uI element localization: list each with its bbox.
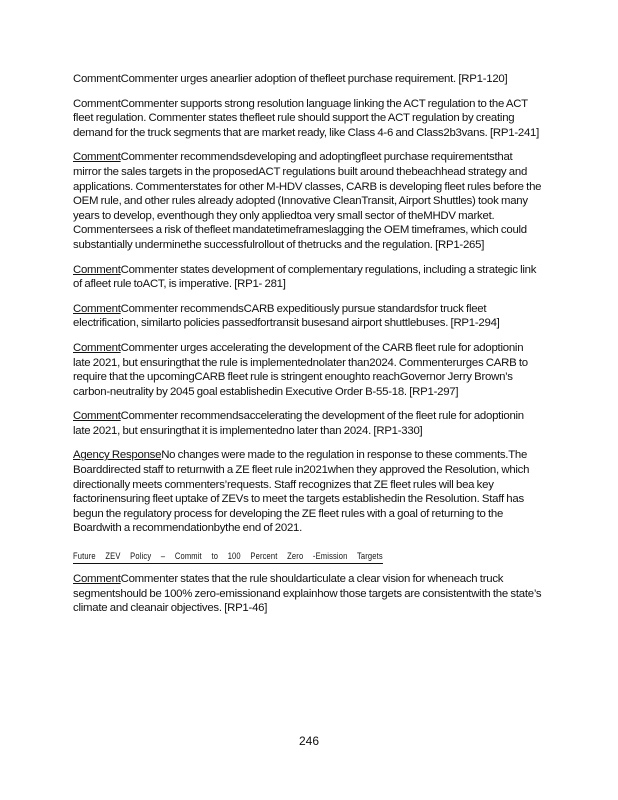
comment-text: Commenter supports strong resolution language linking the ACT regulation to the ACT fleet regulation. Commenter states thefleet rule should support the ACT regulation by creating demand for the truck segments that are market ready, like Class 4-6 and Class2b3vans. [RP1-241] — [73, 97, 540, 139]
agency-response-label: Agency Response — [73, 449, 162, 462]
comment-text: Commenter recommendsaccelerating the development of the fleet rule for adoptionin late 2021, but ensuringthat it is implementedno later than 2024. [RP1-330] — [73, 410, 524, 437]
comment-paragraph — [73, 72, 543, 87]
comment-text: Commenter urges accelerating the development of the CARB fleet rule for adoptionin late 2021, but ensuringthat the rule is implementednolater than2024. Commenterurges CARB to require that the upcomingCARB fleet rule is stringent enoughto reachGovernor Jerry Brown’s carbon-neutrality by 2045 goal establishedin Executive Order B-55-18. [RP1-297] — [73, 341, 528, 398]
comment-text: Commenter recommendsdeveloping and adoptingfleet purchase requirementsthat mirror the sales targets in the proposedACT regulations built around thebeachhead strategy and applications. Commenterstates for other M-HDV classes, CARB is developing fleet rules before the OEM rule, and other rules already adopted (Innovative CleanTransit, Airport Shuttles) took many years to develop, eventhough they only appliedtoa very small sector of theMHDV market. Commentersees a risk of thefleet mandatetimeframeslagging the OEM timeframes, which could substantially underminethe successfulrollout of thetrucks and the regulation. [RP1-265] — [73, 151, 542, 251]
comment-paragraph — [73, 341, 543, 399]
section-heading: Future ZEV Policy – Commit to 100 Percent Zero -Emission Targets — [73, 550, 383, 564]
comment-paragraph — [73, 97, 543, 141]
comment-paragraph — [73, 302, 543, 331]
comment-label: Comment — [73, 151, 121, 164]
comment-text: Commenter states that the rule shouldarticulate a clear vision for wheneach truck segmentshould be 100% zero-emissionand explainhow those targets are consistentwith the state’s climate and cleanair objectives. [RP1-46] — [73, 573, 542, 615]
agency-response-text: No changes were made to the regulation in response to these comments.The Boarddirected staff to returnwith a ZE fleet rule in2021when they approved the Resolution, which directionally meets commenters’requests. Staff recognizes that ZE fleet rules will bea key factorinensuring fleet uptake of ZEVs to meet the targets establishedin the Resolution. Staff has begun the regulatory process for developing the ZE fleet rules with a goal of returning to the Boardwith a recommendationbythe end of 2021. — [73, 449, 530, 535]
page-number: 246 — [298, 734, 320, 748]
comment-label: Comment — [73, 263, 121, 276]
comment-label: Comment — [73, 302, 121, 315]
comment-text: Commenter states development of complementary regulations, including a strategic link of afleet rule toACT, is imperative. [RP1- 281] — [73, 263, 537, 291]
agency-response-paragraph — [73, 448, 543, 536]
comment-paragraph — [73, 150, 543, 252]
comment-text: Commenter urges anearlier adoption of thefleet purchase requirement. [RP1-120] — [120, 73, 508, 85]
comment-label: Comment — [73, 341, 121, 354]
comment-paragraph — [73, 572, 543, 616]
page-body — [73, 72, 543, 626]
comment-label: Comment — [73, 573, 121, 586]
comment-label: Comment — [73, 97, 121, 110]
comment-text: Commenter recommendsCARB expeditiously pursue standardsfor truck fleet electrification, similarto policies passedfortransit busesand airport shuttlebuses. [RP1-294] — [73, 302, 500, 330]
comment-label: Comment — [73, 73, 121, 85]
comment-paragraph — [73, 263, 543, 292]
comment-label: Comment — [73, 410, 121, 423]
comment-paragraph — [73, 409, 543, 438]
